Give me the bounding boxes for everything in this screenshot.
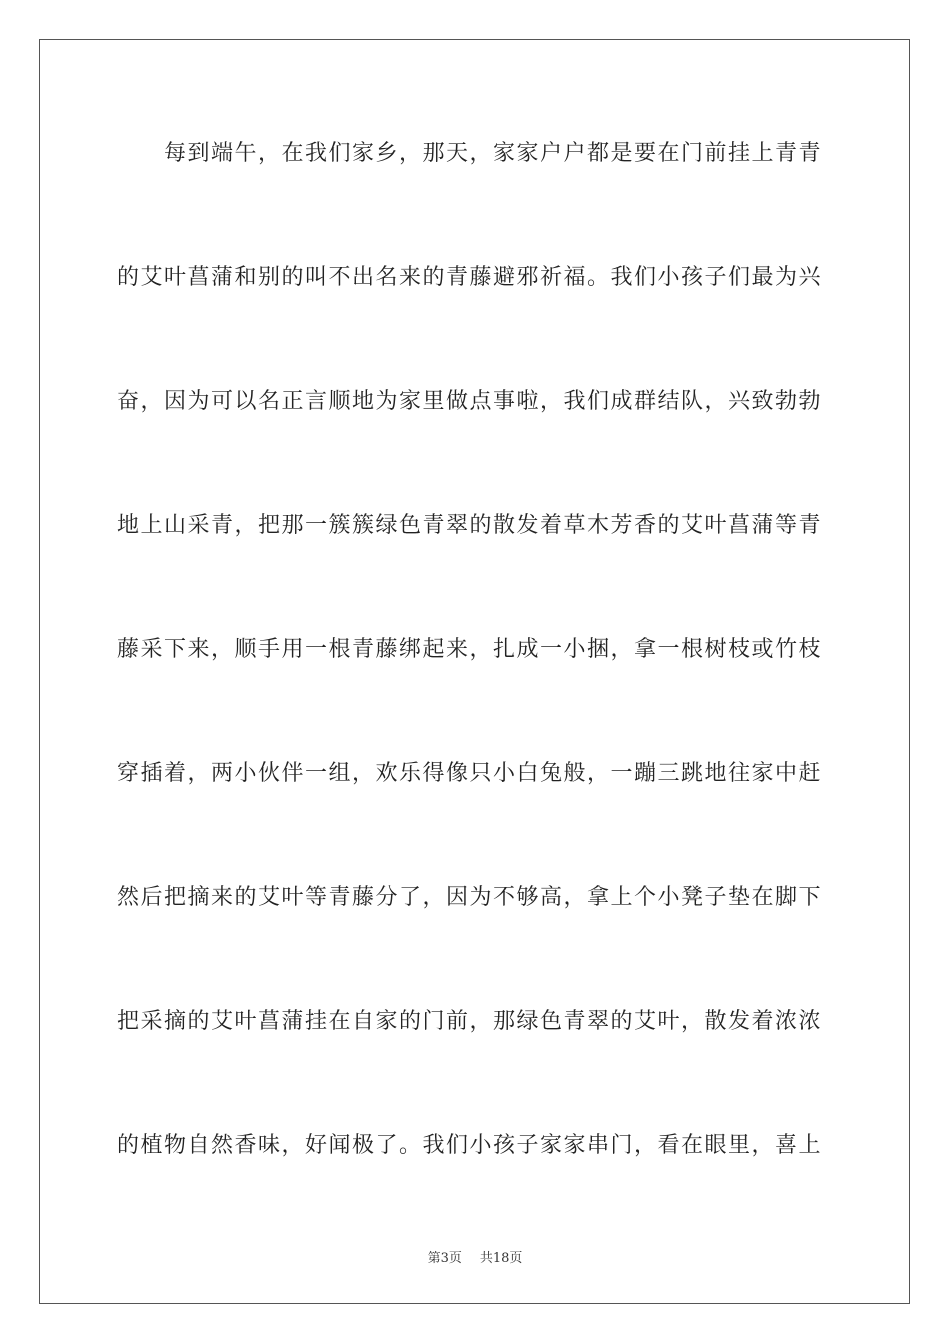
paragraph-line: 藤采下来，顺手用一根青藤绑起来，扎成一小捆，拿一根树枝或竹枝 [117,637,823,662]
paragraph-line: 然后把摘来的艾叶等青藤分了，因为不够高，拿上个小凳子垫在脚下 [117,885,823,910]
paragraph-line: 地上山采青，把那一簇簇绿色青翠的散发着草木芳香的艾叶菖蒲等青 [117,513,823,538]
paragraph-line: 奋，因为可以名正言顺地为家里做点事啦，我们成群结队，兴致勃勃 [117,389,823,414]
document-body [117,124,833,1240]
paragraph-line: 的植物自然香味，好闻极了。我们小孩子家家串门，看在眼里，喜上 [117,1133,823,1158]
paragraph-line: 每到端午，在我们家乡，那天，家家户户都是要在门前挂上青青 [164,141,823,166]
page-total: 共18页 [479,1251,523,1266]
paragraph-line: 把采摘的艾叶菖蒲挂在自家的门前，那绿色青翠的艾叶，散发着浓浓 [117,1009,823,1034]
paragraph-line: 穿插着，两小伙伴一组，欢乐得像只小白兔般，一蹦三跳地往家中赶 [117,761,823,786]
page-footer [0,1247,950,1266]
page-number: 第3页 [427,1251,462,1266]
paragraph-line: 的艾叶菖蒲和别的叫不出名来的青藤避邪祈福。我们小孩子们最为兴 [117,265,823,290]
